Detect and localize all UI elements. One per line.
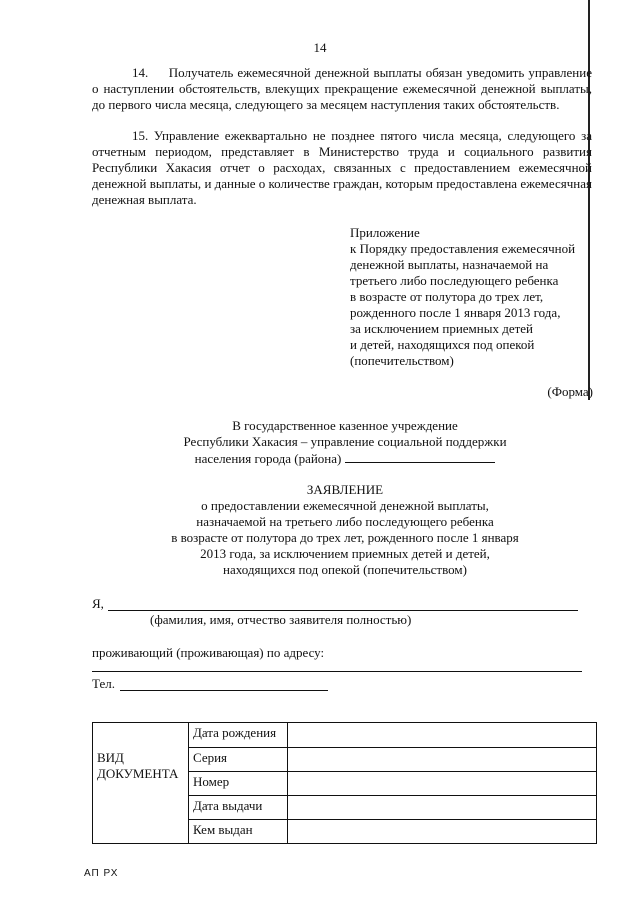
- paragraph-14-number: 14.: [132, 65, 149, 80]
- statement-line: назначаемой на третьего либо последующего ребенка: [196, 514, 494, 529]
- paragraph-15: [92, 128, 592, 208]
- applicant-prefix: Я,: [92, 596, 104, 611]
- document-table: [92, 722, 597, 844]
- field-value[interactable]: [288, 771, 597, 795]
- statement-line: о предоставлении ежемесячной денежной выплаты,: [201, 498, 489, 513]
- appendix-line: денежной выплаты, назначаемой на: [350, 257, 549, 272]
- addressee-line-2: Республики Хакасия – управление социальной поддержки: [183, 434, 507, 449]
- field-label: Номер: [189, 771, 288, 795]
- field-label: Дата рождения: [189, 723, 288, 748]
- form-label: (Форма): [547, 384, 593, 399]
- statement-line: в возрасте от полутора до трех лет, рожденного после 1 января: [171, 530, 519, 545]
- address-label: проживающий (проживающая) по адресу:: [92, 645, 325, 660]
- statement-line: находящихся под опекой (попечительством): [223, 562, 467, 577]
- doc-kind-label: ВИД ДОКУМЕНТА: [93, 747, 189, 843]
- address-blank[interactable]: [92, 670, 582, 672]
- appendix-line: за исключением приемных детей: [350, 321, 534, 336]
- phone-label: Тел.: [92, 676, 115, 691]
- footer-mark: АП РХ: [84, 868, 119, 879]
- addressee-block: [60, 418, 630, 467]
- appendix-line: и детей, находящихся под опекой: [350, 337, 535, 352]
- appendix-line: рожденного после 1 января 2013 года,: [350, 305, 561, 320]
- addressee-line-1: В государственное казенное учреждение: [232, 418, 458, 433]
- field-label: Дата выдачи: [189, 795, 288, 819]
- field-value[interactable]: [288, 747, 597, 771]
- appendix-line: Приложение: [350, 225, 420, 240]
- field-value[interactable]: [288, 819, 597, 843]
- statement-title-block: [60, 482, 630, 578]
- applicant-name-blank[interactable]: [108, 609, 578, 611]
- doc-kind-cell-top: [93, 723, 189, 748]
- phone-blank[interactable]: [120, 689, 328, 691]
- field-value[interactable]: [288, 723, 597, 748]
- statement-line: 2013 года, за исключением приемных детей и детей,: [200, 546, 490, 561]
- page-number: 14: [313, 40, 327, 55]
- paragraph-14: [92, 65, 592, 113]
- addressee-line-3: населения города (района): [194, 451, 342, 466]
- appendix-note: [350, 225, 595, 369]
- district-blank[interactable]: [345, 450, 495, 463]
- applicant-name-hint: (фамилия, имя, отчество заявителя полностью): [150, 612, 412, 627]
- field-label: Кем выдан: [189, 819, 288, 843]
- addressee-line-3-wrap: [60, 450, 630, 467]
- statement-heading: ЗАЯВЛЕНИЕ: [306, 482, 384, 497]
- field-label: Серия: [189, 747, 288, 771]
- appendix-line: (попечительством): [350, 353, 454, 368]
- appendix-line: к Порядку предоставления ежемесячной: [350, 241, 576, 256]
- field-value[interactable]: [288, 795, 597, 819]
- appendix-line: в возрасте от полутора до трех лет,: [350, 289, 544, 304]
- table-row: [93, 723, 597, 748]
- paragraph-15-text: 15. Управление ежеквартально не позднее пятого числа месяца, следующего за отчетным периодом, представляет в Министерство труда и социального развития Республики Хакасия отчет о расходах, связанных с предоставлением ежемесячной денежной выплаты, и данные о количестве граждан, которым предоставлена ежемесячная денежная выплата.: [92, 128, 592, 207]
- appendix-line: третьего либо последующего ребенка: [350, 273, 559, 288]
- paragraph-14-text: Получатель ежемесячной денежной выплаты обязан уведомить управление о наступлении обстоятельств, влекущих прекращение ежемесячной денежной выплаты, до первого числа месяца, следующего за месяцем наступления таких обстоятельств.: [92, 65, 592, 112]
- table-row: [93, 747, 597, 771]
